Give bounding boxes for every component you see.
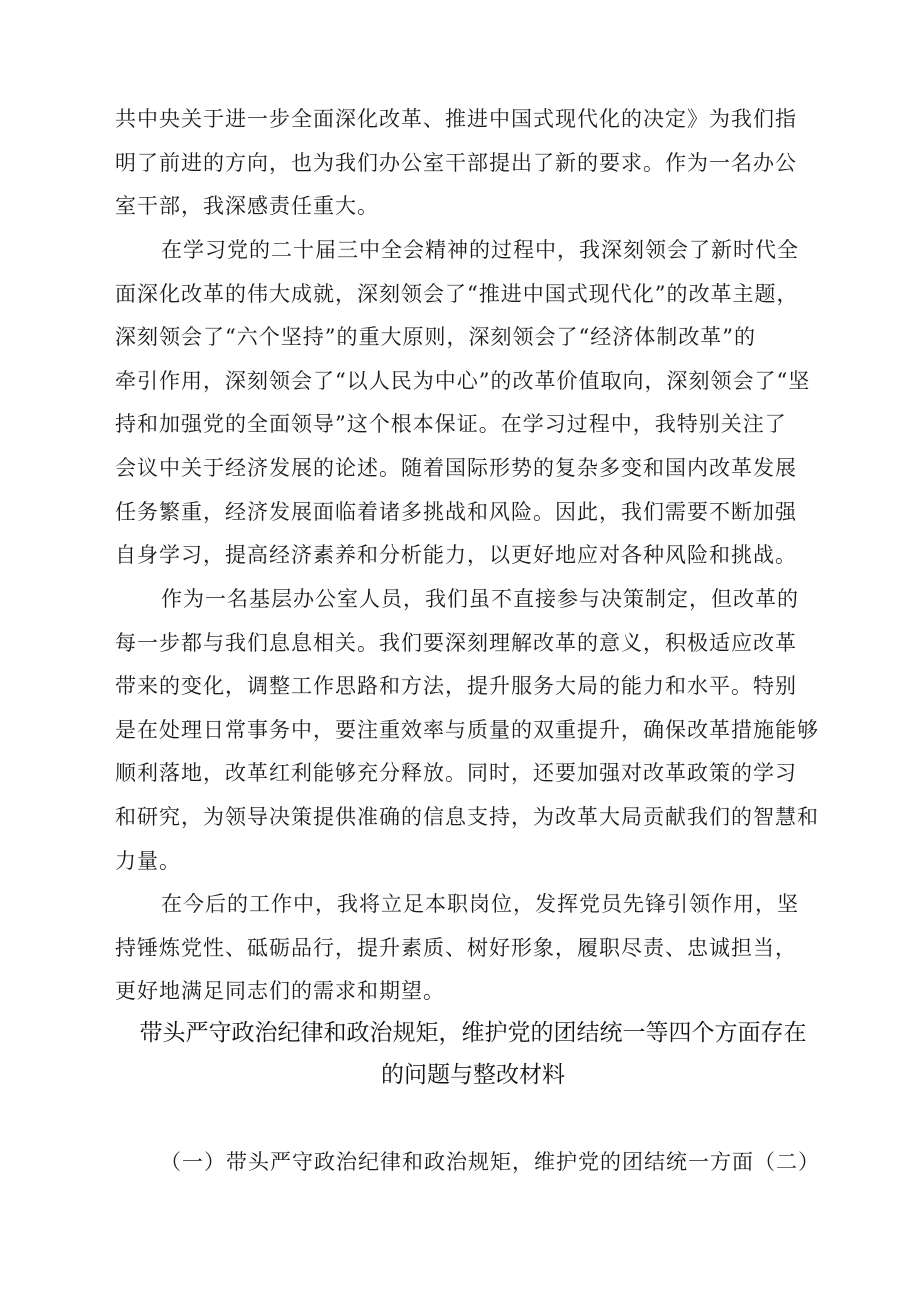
- text-line: 自身学习，提高经济素养和分析能力，以更好地应对各种风险和挑战。: [115, 543, 797, 568]
- text-line: 持锤炼党性、砥砺品行，提升素质、树好形象，履职尽责、忠诚担当，: [115, 935, 797, 960]
- paragraph-2: [115, 229, 831, 578]
- subsection-heading: （一）带头严守政治纪律和政治规矩，维护党的团结统一方面（二）: [160, 1150, 820, 1174]
- text-line: 室干部，我深感责任重大。: [115, 194, 379, 219]
- paragraph-4: [115, 883, 831, 1014]
- text-line: 顺利落地，改革红利能够充分释放。同时，还要加强对改革政策的学习: [115, 761, 797, 786]
- section-heading: [115, 1012, 831, 1096]
- text-line: 每一步都与我们息息相关。我们要深刻理解改革的意义，积极适应改革: [115, 630, 797, 655]
- text-line: 更好地满足同志们的需求和期望。: [115, 979, 445, 1004]
- text-line: 在今后的工作中，我将立足本职岗位，发挥党员先锋引领作用，坚: [161, 892, 799, 916]
- text-line: 作为一名基层办公室人员，我们虽不直接参与决策制定，但改革的: [161, 587, 799, 611]
- text-line: 明了前进的方向，也为我们办公室干部提出了新的要求。作为一名办公: [115, 150, 797, 175]
- text-line: 会议中关于经济发展的论述。随着国际形势的复杂多变和国内改革发展: [115, 455, 797, 480]
- text-line: 牵引作用，深刻领会了“以人民为中心”的改革价值取向，深刻领会了“坚: [115, 368, 811, 393]
- text-line: 持和加强党的全面领导”这个根本保证。在学习过程中，我特别关注了: [115, 412, 787, 437]
- text-line: 在学习党的二十届三中全会精神的过程中，我深刻领会了新时代全: [161, 238, 799, 262]
- text-line: 力量。: [115, 848, 181, 873]
- text-line: 任务繁重，经济发展面临着诸多挑战和风险。因此，我们需要不断加强: [115, 499, 797, 524]
- heading-line: 带头严守政治纪律和政治规矩，维护党的团结统一等四个方面存在: [139, 1020, 807, 1046]
- text-line: 共中央关于进一步全面深化改革、推进中国式现代化的决定》为我们指: [115, 107, 797, 131]
- text-line: 带来的变化，调整工作思路和方法，提升服务大局的能力和水平。特别: [115, 674, 797, 699]
- heading-line: 的问题与整改材料: [381, 1062, 565, 1088]
- text-line: 面深化改革的伟大成就，深刻领会了“推进中国式现代化”的改革主题，: [115, 281, 799, 306]
- text-line: 是在处理日常事务中，要注重效率与质量的双重提升，确保改革措施能够: [115, 717, 819, 742]
- text-line: 深刻领会了“六个坚持”的重大原则，深刻领会了“经济体制改革”的: [115, 325, 756, 350]
- paragraph-3: [115, 578, 831, 883]
- text-line: 和研究，为领导决策提供准确的信息支持，为改革大局贡献我们的智慧和: [115, 804, 819, 829]
- paragraph-1: [115, 98, 831, 229]
